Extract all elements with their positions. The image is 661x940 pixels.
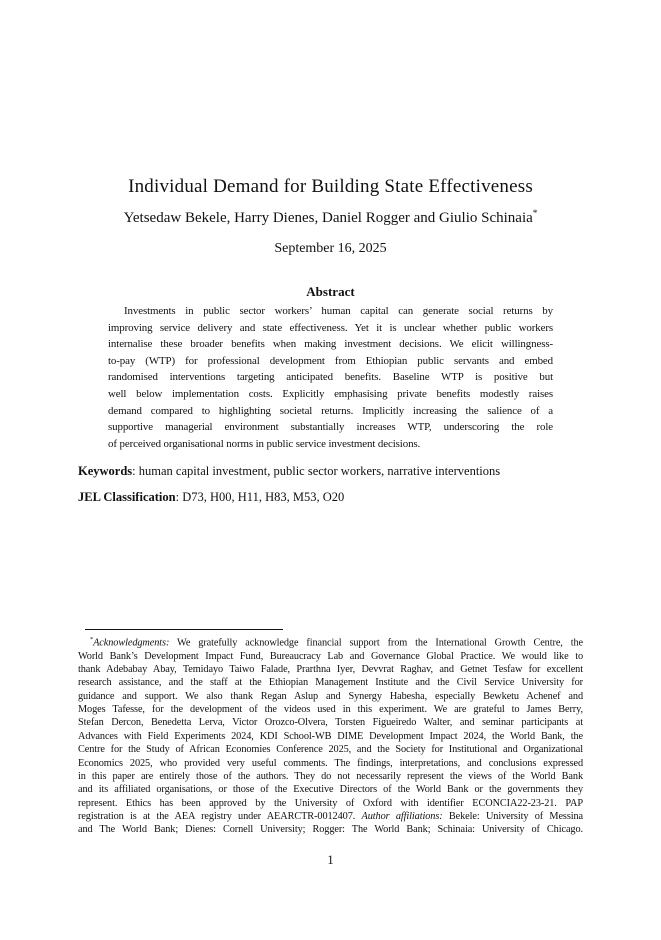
- author-line: [0, 209, 661, 227]
- text-line: of perceived organisational norms in public service investment decisions.: [108, 437, 421, 450]
- jel-label: JEL Classification: [78, 490, 176, 504]
- jel-classification-line: [78, 490, 583, 505]
- text-line: supportive managerial environment substantially increases WTP, underscoring the role: [108, 421, 553, 434]
- text-line: thank Adebabay Abay, Temidayo Taiwo Falade, Prarthna Iyer, Devvrat Raghav, and Getnet Tesfaw for excellent: [78, 664, 583, 676]
- text-line: *Acknowledgments: We gratefully acknowledge financial support from the International Growth Centre, the: [90, 636, 583, 649]
- abstract-heading: Abstract: [306, 284, 355, 299]
- author-footnote-marker: *: [532, 209, 538, 219]
- text-line: Stefan Dercon, Benedetta Lerva, Victor Orozco-Olvera, Torsten Figueiredo Walter, and seminar participants at: [78, 717, 583, 729]
- page-number: 1: [327, 853, 334, 867]
- text-line: research assistance, and the staff at the Ethiopian Management Institute and the Civil Service University for: [78, 677, 583, 689]
- jel-separator: :: [175, 490, 183, 504]
- text-line: randomised interventions targeting anticipated benefits. Baseline WTP is positive but: [108, 371, 553, 384]
- date-line: September 16, 2025: [274, 241, 387, 256]
- text-line: registration is at the AEA registry under AEARCTR-0012407. Author affiliations: Bekele: University of Messina: [78, 810, 584, 822]
- acknowledgments-footnote: [78, 633, 583, 837]
- text-line: World Bank’s Development Impact Fund, Bureaucracy Lab and Governance Global Practice. We would like to: [78, 650, 583, 662]
- text-line: well below implementation costs. Explicitly emphasising private benefits modestly raises: [108, 387, 553, 400]
- keywords-line: [78, 464, 583, 479]
- text-line: represent. Ethics has been approved by the University of Oxford with identifier ECONCIA22-23-21. PAP: [78, 797, 583, 809]
- text-line: Moges Tafesse, for the development of the videos used in this experiment. We are grateful to James Berry,: [78, 704, 583, 716]
- text-line: Centre for the Study of African Economies Conference 2025, and the Society for Institutional and Organizational: [78, 744, 583, 756]
- text-line: improving service delivery and state effectiveness. Yet it is unclear whether public workers: [108, 321, 553, 334]
- text-line: Advances with Field Experiments 2024, KDI School-WB DIME Development Impact 2024, the World Bank, the: [78, 730, 583, 742]
- text-line: in this paper are entirely those of the authors. They do not necessarily represent the views of the World Bank: [78, 770, 583, 782]
- text-line: guidance and support. We also thank Regan Aslup and Synergy Habesha, especially Bewketu Achenef and: [78, 690, 583, 702]
- jel-text: D73, H00, H11, H83, M53, O20: [182, 490, 345, 504]
- keywords-text: human capital investment, public sector workers, narrative interventions: [138, 464, 501, 478]
- text-line: internalise these broader benefits when making investment decisions. We elicit willingness-: [108, 338, 553, 351]
- text-line: Economics 2025, who provided very useful comments. The findings, interpretations, and conclusions expressed: [78, 757, 583, 769]
- text-line: Investments in public sector workers’ human capital can generate social returns by: [124, 305, 553, 317]
- keywords-label: Keywords: [78, 464, 133, 478]
- text-line: and its affiliated organisations, or those of the Executive Directors of the World Bank or the governments they: [78, 784, 583, 796]
- paper-title: Individual Demand for Building State Effectiveness: [128, 176, 533, 197]
- text-line: to-pay (WTP) for professional development from Ethiopian public servants and embed: [108, 354, 553, 367]
- authors-text: Yetsedaw Bekele, Harry Dienes, Daniel Rogger and Giulio Schinaia: [123, 210, 533, 226]
- text-line: demand compared to highlighting societal returns. Implicitly increasing the salience of a: [108, 404, 553, 417]
- keywords-separator: :: [132, 464, 139, 478]
- text-line: and The World Bank; Dienes: Cornell University; Rogger: The World Bank; Schinaia: University of Chicago.: [78, 824, 583, 836]
- footnote-rule: [85, 629, 283, 630]
- abstract-body: [108, 303, 553, 452]
